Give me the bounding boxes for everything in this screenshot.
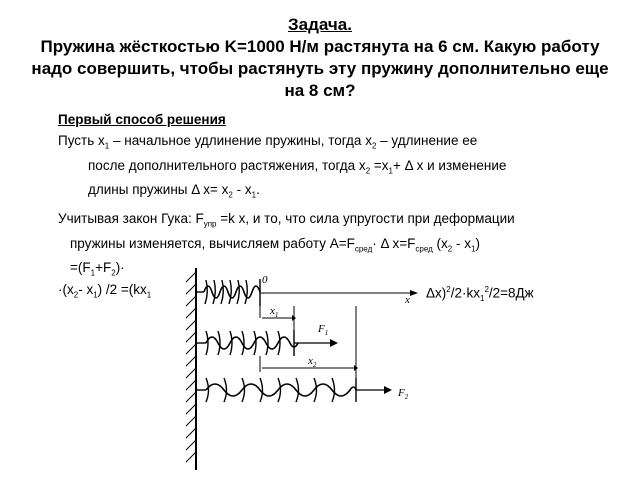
subscript: 1 — [479, 294, 485, 304]
label-x2-sub: 2 — [312, 361, 317, 369]
subscript: 1 — [90, 269, 96, 279]
text-run: - x — [78, 282, 94, 297]
text-run: (x — [432, 235, 448, 251]
text-run: после дополнительного растяжения, тогда x — [88, 157, 366, 173]
subscript: упр — [203, 219, 217, 229]
subscript: 1 — [93, 290, 98, 300]
text-run: Учитывая закон Гука: F — [58, 211, 204, 227]
subscript: 2 — [365, 166, 371, 176]
text-run: – удлинение ее — [376, 133, 478, 148]
title-heading: Задача. — [288, 15, 352, 34]
label-f1-main: F — [318, 323, 325, 335]
text-run: длины пружины Δ x= x — [88, 182, 229, 198]
text-run: - x — [232, 182, 252, 198]
subscript: 1 — [146, 290, 152, 300]
label-f1-sub: 1 — [324, 329, 329, 337]
subscript: 2 — [111, 269, 116, 279]
subscript: сред — [354, 244, 373, 254]
subscript: 1 — [104, 141, 110, 151]
label-origin: 0 — [262, 274, 268, 286]
label-f2-sub: 2 — [404, 393, 409, 401]
text-run: - x — [452, 235, 471, 251]
text-run: ·(x — [58, 282, 74, 297]
label-x2-main: x — [308, 355, 313, 367]
label-x-axis: x — [405, 294, 410, 306]
label-x1-main: x — [270, 305, 275, 317]
text-run: ) /2 =(kx — [97, 282, 147, 297]
subscript: 1 — [251, 191, 257, 201]
text-run: . — [256, 182, 260, 198]
text-run: =x — [370, 157, 389, 173]
text-run: /2=8Дж — [488, 285, 534, 301]
subscript: 1 — [388, 166, 393, 176]
subscript: 2 — [73, 290, 79, 300]
text-run: Пусть x — [58, 133, 105, 148]
text-run: + Δ x и изменение — [392, 157, 507, 173]
text-run: пружины изменяется, вычисляем работу A=F — [70, 235, 355, 251]
label-x1-sub: 1 — [274, 311, 279, 319]
subscript: сред — [415, 244, 433, 254]
text-run: /2·kx — [450, 285, 480, 301]
text-run: +F — [95, 260, 112, 276]
subscript: 1 — [471, 244, 476, 254]
subscript: 2 — [447, 244, 453, 254]
text-run: Δx) — [426, 285, 447, 301]
text-run: =(F — [70, 260, 91, 276]
subscript: 2 — [371, 141, 377, 151]
text-run: ) — [475, 235, 480, 251]
text-run: )· — [115, 260, 125, 276]
superscript: 2 — [446, 285, 451, 294]
superscript: 2 — [484, 285, 489, 294]
subscript: 2 — [228, 191, 233, 201]
text-run: =k x, и то, что сила упругости при деформации — [216, 211, 515, 227]
solution-section-title: Первый способ решения — [58, 112, 226, 127]
label-f2-main: F — [398, 387, 405, 399]
text-run: · Δ x=F — [372, 235, 416, 251]
text-run: – начальное удлинение пружины, тогда x — [109, 133, 372, 148]
problem-statement: Пружина жёсткостью K=1000 Н/м растянута на 6 см. Какую работу надо совершить, чтобы растянуть эту пружину дополнительно еще на 8 см? — [31, 37, 609, 100]
